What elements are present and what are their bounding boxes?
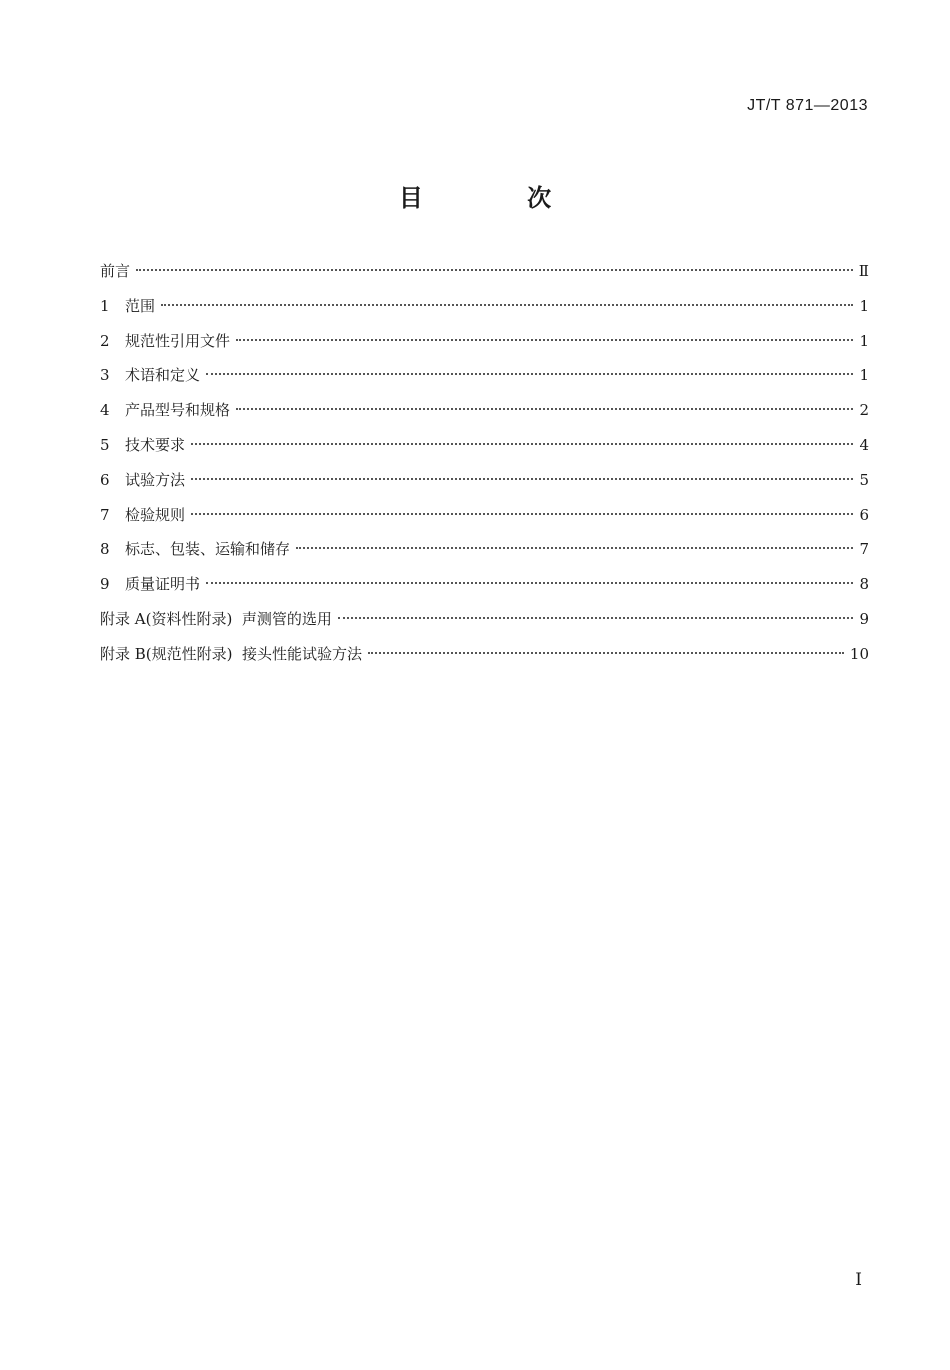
toc-entry-label: 范围 [125, 296, 156, 315]
toc-entry-page: 5 [859, 470, 869, 489]
toc-leader-dots [206, 373, 853, 375]
toc-entry-1[interactable] [100, 292, 869, 327]
toc-entry-number: 9 [100, 575, 110, 594]
toc-leader-dots [236, 339, 853, 341]
toc-entry-label: 试验方法 [125, 470, 186, 489]
toc-leader-dots [191, 513, 853, 515]
toc-entry-appendix-b[interactable] [100, 640, 869, 675]
toc-entry-label: 前言 [100, 262, 131, 280]
toc-entry-label: 术语和定义 [125, 366, 201, 385]
toc-entry-8[interactable] [100, 535, 869, 570]
toc-entry-3[interactable] [100, 361, 869, 396]
toc-entry-page: 6 [859, 505, 869, 524]
toc-entry-label: 产品型号和规格 [125, 401, 231, 420]
toc-entry-number: 8 [100, 540, 110, 559]
toc-entry-number: 6 [100, 470, 110, 489]
toc-leader-dots [206, 582, 853, 584]
toc-entry-6[interactable] [100, 466, 869, 501]
toc-entry-label: 质量证明书 [125, 575, 201, 594]
toc-leader-dots [236, 408, 853, 410]
toc-entry-number: 7 [100, 505, 110, 524]
toc-leader-dots [338, 617, 854, 619]
toc-entry-page: 7 [859, 540, 869, 559]
toc-entry-number: 5 [100, 435, 110, 454]
toc-leader-dots [161, 304, 853, 306]
toc-entry-page: 10 [849, 644, 869, 663]
toc-leader-dots [136, 269, 853, 271]
toc-entry-4[interactable] [100, 396, 869, 431]
toc-entry-page: 8 [859, 575, 869, 594]
page-number: I [855, 1270, 862, 1290]
toc-entry-page: 1 [859, 296, 869, 315]
toc-entry-number: 1 [100, 296, 110, 315]
toc-entry-page: Ⅱ [858, 262, 869, 280]
toc-entry-number: 3 [100, 366, 110, 385]
toc-entry-label: 技术要求 [125, 435, 186, 454]
toc-entry-page: 2 [859, 401, 869, 420]
toc-entry-2[interactable] [100, 327, 869, 362]
toc-entry-page: 1 [859, 366, 869, 385]
toc-entry-page: 1 [859, 331, 869, 350]
standard-number: JT/T 871—2013 [747, 97, 868, 114]
toc-entry-appendix-a[interactable] [100, 605, 869, 640]
toc-entry-number: 2 [100, 331, 110, 350]
table-of-contents [100, 257, 869, 675]
toc-entry-label: 标志、包装、运输和储存 [125, 540, 291, 559]
toc-entry-label: 检验规则 [125, 505, 186, 524]
toc-entry-foreword[interactable] [100, 257, 869, 292]
toc-entry-label: 附录 B(规范性附录) 接头性能试验方法 [100, 644, 363, 663]
toc-leader-dots [191, 478, 853, 480]
toc-entry-9[interactable] [100, 570, 869, 605]
toc-leader-dots [191, 443, 853, 445]
page-title: 目 次 [398, 184, 600, 212]
toc-entry-label: 附录 A(资料性附录) 声测管的选用 [100, 609, 332, 628]
toc-entry-label: 规范性引用文件 [125, 331, 231, 350]
toc-leader-dots [296, 547, 853, 549]
toc-entry-page: 9 [859, 609, 869, 628]
toc-entry-page: 4 [859, 435, 869, 454]
toc-leader-dots [368, 652, 844, 654]
toc-entry-number: 4 [100, 401, 110, 420]
toc-entry-7[interactable] [100, 501, 869, 536]
toc-entry-5[interactable] [100, 431, 869, 466]
